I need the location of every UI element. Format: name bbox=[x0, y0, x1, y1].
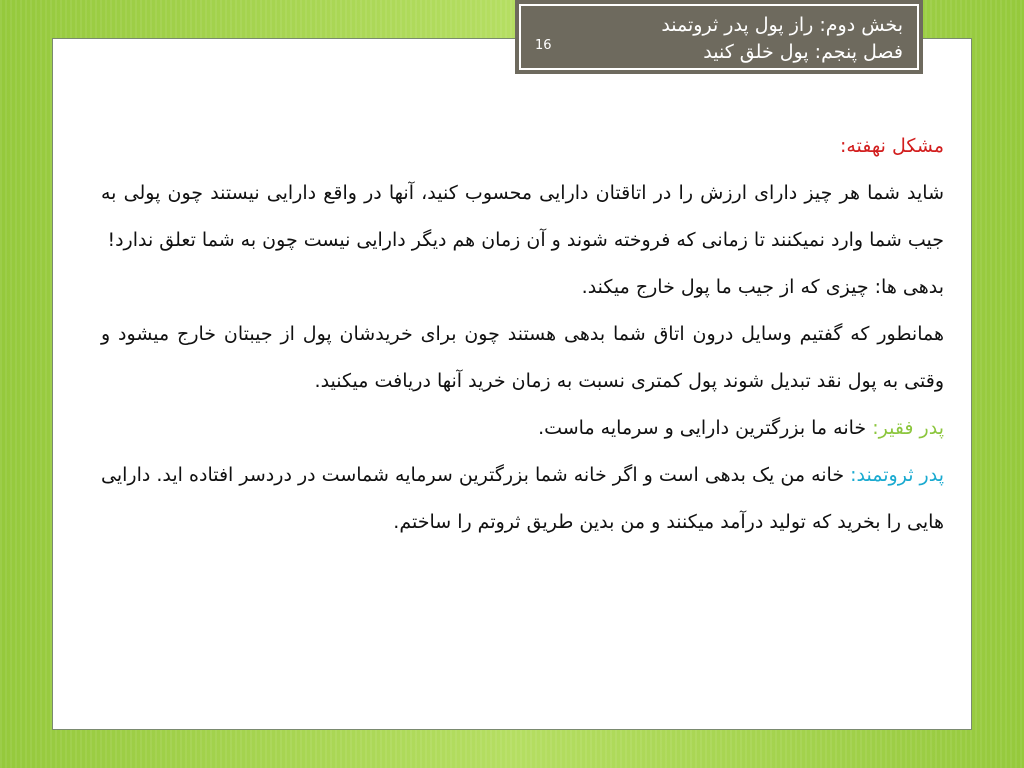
slide-number: 16 bbox=[535, 38, 552, 53]
title-box bbox=[515, 0, 923, 74]
liabilities-definition: بدهی ها: چیزی که از جیب ما پول خارج میکند. bbox=[581, 276, 944, 298]
poor-dad-quote bbox=[101, 405, 944, 452]
chapter-title: فصل پنجم: پول خلق کنید bbox=[703, 41, 903, 63]
poor-dad-text: خانه ما بزرگترین دارایی و سرمایه ماست. bbox=[538, 417, 873, 439]
section-title: بخش دوم: راز پول پدر ثروتمند bbox=[661, 14, 903, 36]
rich-dad-label: پدر ثروتمند: bbox=[850, 464, 944, 486]
liabilities-paragraph: همانطور که گفتیم وسایل درون اتاق شما بدهی هستند چون برای خریدشان پول از جیبتان خارج میشود و وقتی به پول نقد تبدیل شوند پول کمتری نسبت به زمان خرید آنها دریافت میکنید. bbox=[101, 323, 944, 392]
title-frame bbox=[519, 4, 919, 70]
slide-content bbox=[101, 123, 944, 546]
poor-dad-label: پدر فقیر: bbox=[872, 417, 944, 439]
assets-paragraph: شاید شما هر چیز دارای ارزش را در اتاقتان دارایی محسوب کنید، آنها در واقع دارایی نیستند چون پولی به جیب شما وارد نمیکنند تا زمانی که فروخته شوند و آن زمان هم دیگر دارایی نیست چون به شما تعلق ندارد! bbox=[101, 182, 944, 251]
hidden-problem-heading: مشکل نهفته: bbox=[839, 135, 944, 157]
rich-dad-text: خانه من یک بدهی است و اگر خانه شما بزرگترین سرمایه شماست در دردسر افتاده اید. دارایی هایی را بخرید که تولید درآمد میکنند و من بدین طریق ثروتم را ساختم. bbox=[101, 464, 944, 533]
rich-dad-quote bbox=[101, 452, 944, 546]
